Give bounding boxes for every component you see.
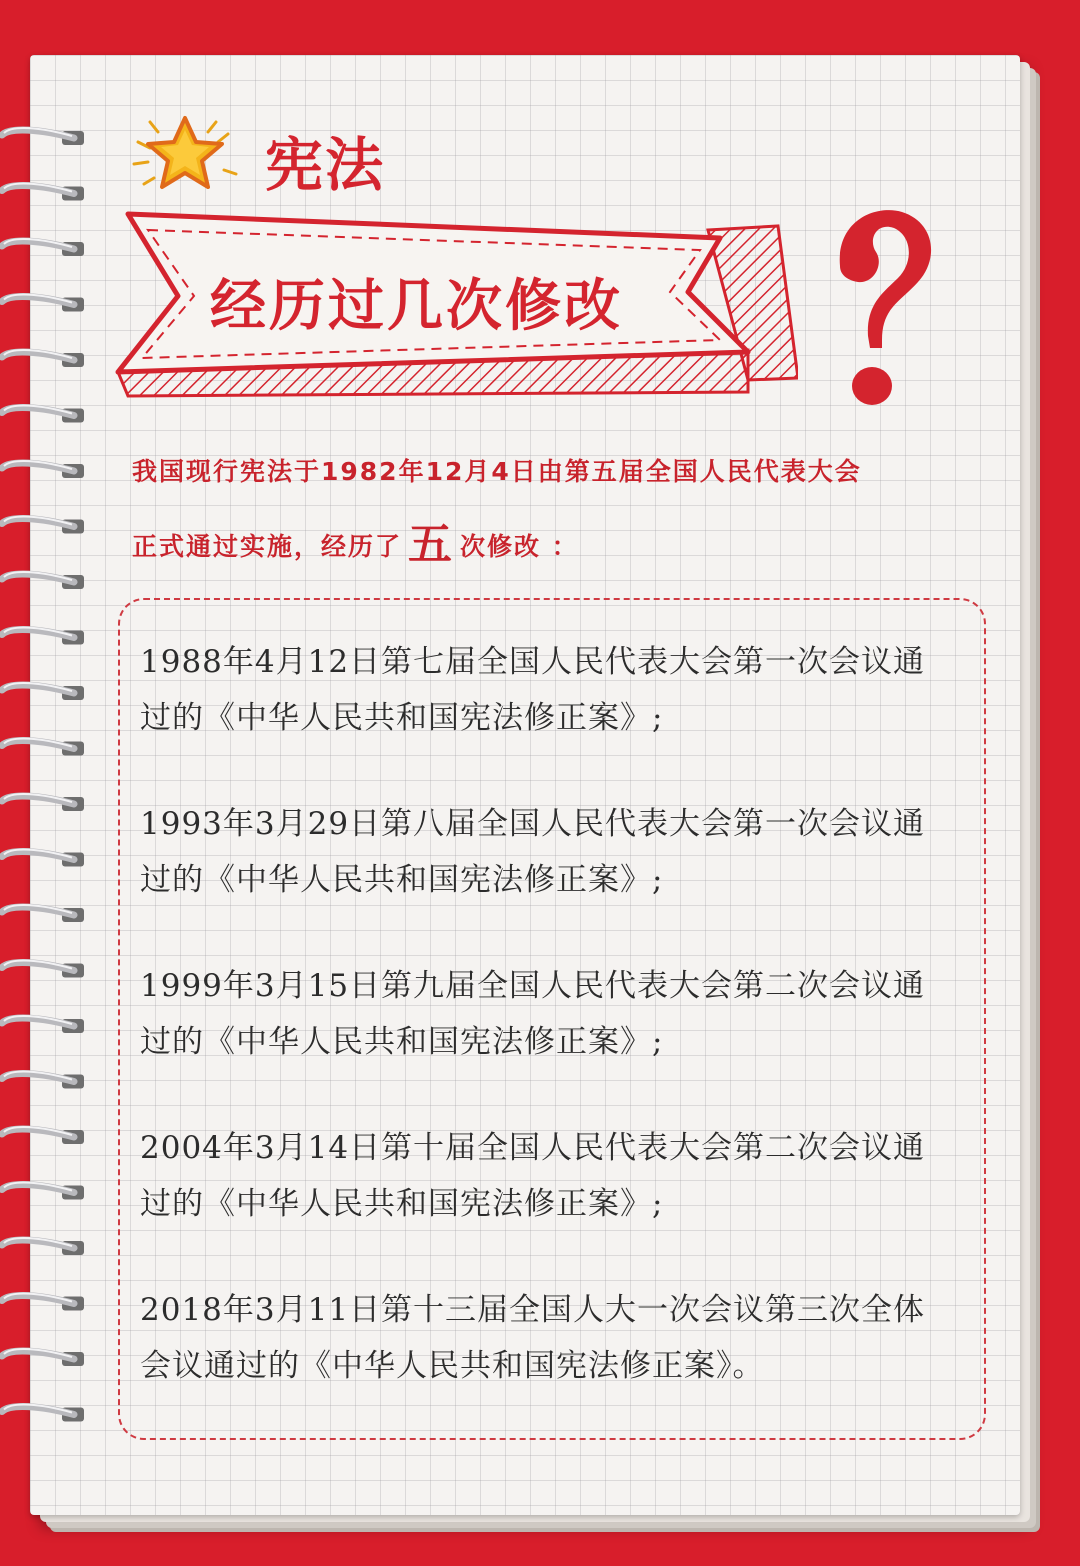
intro-line-2-prefix: 正式通过实施，经历了 [132, 532, 403, 561]
amendment-item [140, 634, 970, 746]
amendment-item [140, 1120, 970, 1232]
amendment-item [140, 958, 970, 1070]
amendment-line: 过的《中华人民共和国宪法修正案》; [140, 862, 664, 898]
amendment-count: 五 [408, 519, 455, 570]
question-mark-icon [822, 200, 942, 415]
amendment-line: 会议通过的《中华人民共和国宪法修正案》。 [140, 1348, 765, 1384]
amendment-line: 1988年4月12日第七届全国人民代表大会第一次会议通 [140, 644, 926, 680]
intro-line-2-suffix: 次修改 ： [460, 532, 579, 561]
amendment-line: 1993年3月29日第八届全国人民代表大会第一次会议通 [140, 806, 926, 842]
amendment-line: 过的《中华人民共和国宪法修正案》; [140, 1186, 664, 1222]
amendment-line: 过的《中华人民共和国宪法修正案》; [140, 1024, 664, 1060]
spiral-binding [0, 115, 100, 1435]
banner-title: 经历过几次修改 [210, 273, 623, 339]
star-icon [128, 104, 248, 204]
intro-paragraph [132, 452, 1002, 570]
amendment-item [140, 1282, 970, 1394]
amendment-line: 2018年3月11日第十三届全国人大一次会议第三次全体 [140, 1292, 926, 1328]
amendment-line: 2004年3月14日第十届全国人民代表大会第二次会议通 [140, 1130, 926, 1166]
amendment-item [140, 796, 970, 908]
intro-line-1: 我国现行宪法于1982年12月4日由第五届全国人民代表大会 [132, 457, 862, 486]
amendment-line: 过的《中华人民共和国宪法修正案》; [140, 700, 664, 736]
page-title: 宪法 [265, 131, 386, 199]
amendment-line: 1999年3月15日第九届全国人民代表大会第二次会议通 [140, 968, 926, 1004]
intro-line-2 [132, 520, 1002, 570]
